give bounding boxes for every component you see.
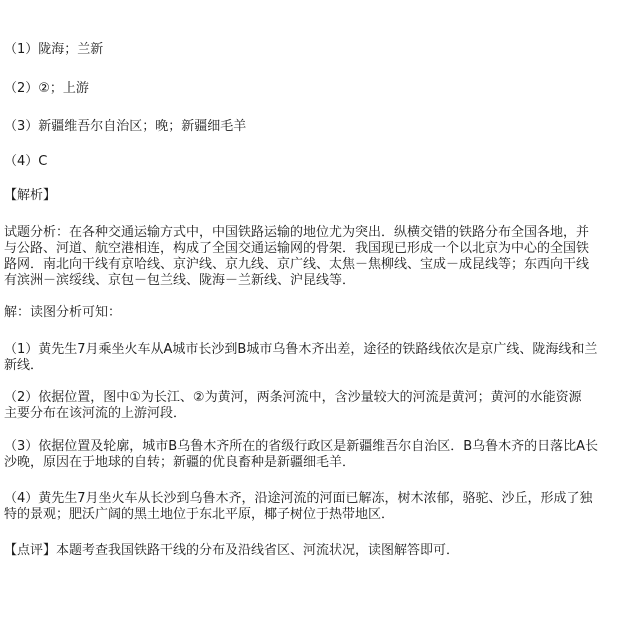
analysis-line: 有滨洲－滨绥线、京包－包兰线、陇海－兰新线、沪昆线等． — [4, 273, 356, 288]
solution-2 — [4, 390, 626, 422]
solution-1-line: （1）黄先生7月乘坐火车从A城市长沙到B城市乌鲁木齐出差，途径的铁路线依次是京广线、陇海线和兰 — [4, 342, 598, 357]
solution-2-line: （2）依据位置，图中①为长江、②为黄河，两条河流中，含沙量较大的河流是黄河；黄河的水能资源 — [4, 390, 582, 405]
analysis-paragraph — [4, 225, 626, 289]
answer-1: （1）陇海；兰新 — [4, 42, 104, 57]
solution-3-line: 沙晚，原因在于地球的自转；新疆的优良畜种是新疆细毛羊． — [4, 455, 356, 470]
solution-1-line: 新线． — [4, 358, 44, 373]
analysis-heading: 【解析】 — [4, 188, 57, 203]
answer-4: （4）C — [4, 154, 48, 169]
comment: 【点评】本题考查我国铁路干线的分布及沿线省区、河流状况，读图解答即可． — [4, 543, 460, 558]
solution-4 — [4, 491, 626, 523]
analysis-line: 与公路、河道、航空港相连，构成了全国交通运输网的骨架．我国现已形成一个以北京为中心的全国铁 — [4, 241, 590, 256]
solution-3-line: （3）依据位置及轮廓，城市B乌鲁木齐所在的省级行政区是新疆维吾尔自治区．B乌鲁木齐的日落比A长 — [4, 439, 599, 454]
answer-2: （2）②；上游 — [4, 81, 89, 96]
analysis-line: 试题分析：在各种交通运输方式中，中国铁路运输的地位尤为突出．纵横交错的铁路分布全国各地，并 — [4, 225, 590, 240]
solution-4-line: （4）黄先生7月坐火车从长沙到乌鲁木齐，沿途河流的河面已解冻，树木浓郁，骆驼、沙丘，形成了独 — [4, 491, 593, 506]
solution-intro: 解：读图分析可知： — [4, 305, 122, 320]
solution-1 — [4, 342, 626, 374]
solution-2-line: 主要分布在该河流的上游河段． — [4, 406, 187, 421]
solution-3 — [4, 439, 626, 471]
solution-4-line: 特的景观；肥沃广阔的黑土地位于东北平原，椰子树位于热带地区． — [4, 507, 395, 522]
answer-3: （3）新疆维吾尔自治区；晚；新疆细毛羊 — [4, 119, 247, 134]
analysis-line: 路网．南北向干线有京哈线、京沪线、京九线、京广线、太焦－焦柳线、宝成－成昆线等；东西向干线 — [4, 257, 590, 272]
